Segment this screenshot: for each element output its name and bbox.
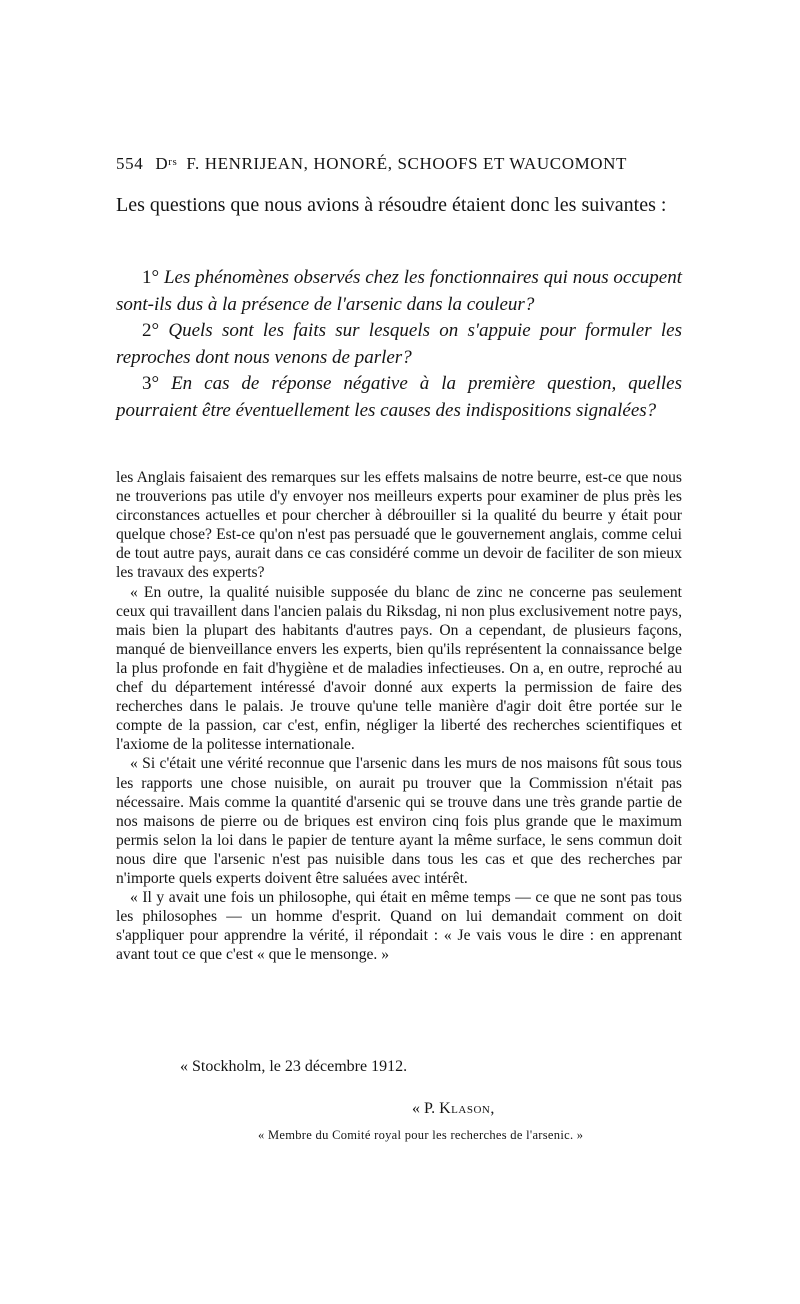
signoff-title: « Membre du Comité royal pour les recherches de l'arsenic. » [258,1128,584,1142]
questions-list [116,265,682,424]
question-item: 3° En cas de réponse négative à la première question, quelles pourraient être éventuellement les causes des indispositions signalées? [116,373,682,421]
signoff-name: « P. Klason, [412,1100,495,1117]
doctors-abbrev: $D^{rs}$ [155,154,178,173]
running-head [116,154,678,174]
question-item: 2° Quels sont les faits sur lesquels on s'appuie pour formuler les reproches dont nous venons de parler? [116,320,682,368]
quoted-letter-body [116,468,682,964]
authors: F. HENRIJEAN, HONORÉ, SCHOOFS ET WAUCOMONT [186,154,628,173]
body-paragraph: « En outre, la qualité nuisible supposée du blanc de zinc ne concerne pas seulement ceux qui travaillent dans l'ancien palais du Riksdag, ni non plus exclusivement notre pays, mais bien la plupart des habitants d'autres pays. On a cependant, de plusieurs façons, manqué de bienveillance envers les experts, bien qu'ils représentent la connaissance belge la plus profonde en fait d'hygiène et de maladies infectieuses. On a, en outre, reproché au chef du département intéressé d'avoir donné aux experts la permission de faire des recherches dans le palais. Je trouve qu'une telle manière d'agir doit être portée sur le compte de la passion, car c'est, enfin, négliger la liberté des recherches scientifiques et l'axiome de la politesse internationale. [116,583,682,754]
body-paragraph: « Si c'était une vérité reconnue que l'arsenic dans les murs de nos maisons fût sous tous les rapports une chose nuisible, on aurait pu trouver que la Commission n'était pas nécessaire. Mais comme la quantité d'arsenic qui se trouve dans une très grande partie de nos maisons de pierre ou de briques est environ cinq fois plus grande que le maximum permis selon la loi dans le papier de tenture ayant la même surface, le sens commun doit nous dire que l'arsenic n'est pas nuisible dans tous les cas et que des recherches par n'importe quels experts doivent être saluées avec intérêt. [116,755,682,887]
page-number: 554 [116,154,144,173]
question-item: 1° Les phénomènes observés chez les fonctionnaires qui nous occupent sont-ils dus à la présence de l'arsenic dans la couleur? [116,267,682,315]
signoff-date: « Stockholm, le 23 décembre 1912. [180,1058,408,1075]
intro-paragraph: Les questions que nous avions à résoudre étaient donc les suivantes : [116,194,667,216]
body-paragraph: « Il y avait une fois un philosophe, qui était en même temps — ce que ne sont pas tous les philosophes — un homme d'esprit. Quand on lui demandait comment on doit s'appliquer pour apprendre la vérité, il répondait : « Je vais vous le dire : en apprenant avant tout ce que c'est « que le mensonge. » [116,889,682,964]
body-paragraph: les Anglais faisaient des remarques sur les effets malsains de notre beurre, est-ce que nous ne trouverions pas utile d'y envoyer nos meilleurs experts pour examiner de plus près les circonstances actuelles et pour chercher à débrouiller si la qualité du beurre y était pour quelque chose? Est-ce qu'on n'est pas persuadé que le gouvernement anglais, comme celui de tout autre pays, aurait dans ce cas considéré comme un devoir de faciliter de son mieux les travaux des experts? [116,469,682,582]
